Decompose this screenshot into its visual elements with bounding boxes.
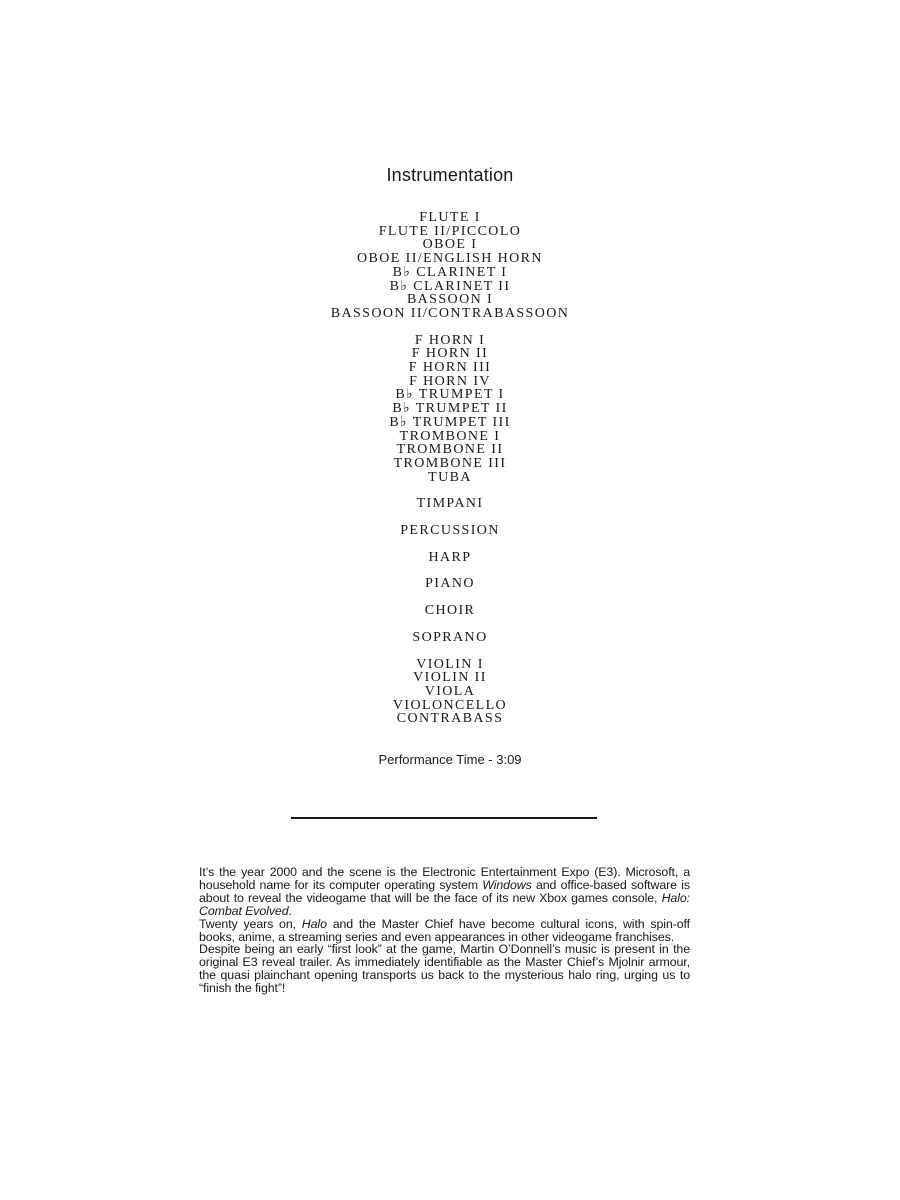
notes-paragraph: Despite being an early “first look” at the game, Martin O’Donnell’s music is present in the original E3 reveal trailer. As immediately identifiable as the Master Chief’s Mjolnir armour, the quasi plainchant opening transports us back to the mysterious halo ring, urging us to “finish the fight”!: [199, 942, 690, 996]
notes-text: and the Master Chief have become cultural icons, with spin-off books, anime, a streaming series and even appearances in other videogame franchises.: [199, 916, 691, 944]
notes-paragraph: [199, 918, 690, 944]
instrument-name: TROMBONE III: [393, 455, 507, 471]
instrument-name: B♭ TRUMPET III: [389, 414, 511, 430]
instrument-name: B♭ TRUMPET I: [395, 387, 505, 403]
instrument-name: F HORN II: [411, 346, 489, 362]
instrument-group: [0, 334, 900, 485]
instrument-group: [0, 604, 900, 618]
instrument-name: PERCUSSION: [400, 523, 500, 539]
instrument-name: VIOLIN I: [416, 656, 484, 672]
instrument-group: [0, 524, 900, 538]
page-title: Instrumentation: [386, 165, 514, 185]
instrument-group: [0, 631, 900, 645]
notes-text: .: [288, 903, 292, 918]
instrument-name: F HORN I: [414, 332, 486, 348]
instrument-name: VIOLONCELLO: [392, 697, 508, 713]
instrument-name: SOPRANO: [412, 629, 488, 645]
instrument-name: CHOIR: [424, 603, 476, 619]
instrument-name: B♭ CLARINET II: [389, 278, 511, 294]
notes-paragraph: [199, 866, 690, 918]
instrument-group: [0, 497, 900, 511]
instrument-name: FLUTE I: [419, 210, 481, 225]
instrument-group: [0, 211, 900, 321]
instrument-name: FLUTE II/PICCOLO: [378, 223, 522, 239]
instrument-group: [0, 551, 900, 565]
instrument-name: VIOLA: [424, 683, 476, 699]
performance-time: Performance Time - 3:09: [378, 752, 522, 767]
program-notes: [199, 866, 690, 995]
instrument-name: B♭ TRUMPET II: [392, 401, 508, 417]
instrument-name: TUBA: [428, 469, 472, 485]
instrument-name: BASSOON I: [406, 292, 494, 308]
instrument-name: TROMBONE I: [399, 428, 501, 444]
notes-italic-text: Halo: Combat Evolved: [199, 890, 690, 918]
instrument-name: HARP: [428, 549, 472, 565]
instrument-name: F HORN III: [408, 360, 492, 376]
instrument-name: CONTRABASS: [396, 711, 504, 727]
notes-italic-text: Windows: [482, 877, 532, 892]
instrument-name: TROMBONE II: [396, 442, 504, 458]
divider-line: [291, 817, 597, 819]
notes-text: and office-based software is about to reveal the videogame that will be the face of its new Xbox games console,: [199, 877, 690, 905]
instrument-group: [0, 577, 900, 591]
instrument-list: [0, 211, 900, 739]
notes-italic-text: Halo: [301, 916, 327, 931]
instrument-name: OBOE II/ENGLISH HORN: [357, 251, 543, 267]
instrument-name: PIANO: [425, 576, 475, 592]
instrument-group: [0, 658, 900, 727]
instrument-name: OBOE I: [422, 237, 478, 253]
instrument-name: B♭ CLARINET I: [392, 264, 508, 280]
instrument-name: F HORN IV: [409, 373, 491, 389]
notes-text: Twenty years on,: [199, 916, 302, 931]
instrument-name: TIMPANI: [416, 496, 484, 512]
instrument-name: VIOLIN II: [413, 670, 487, 686]
instrument-name: BASSOON II/CONTRABASSOON: [330, 305, 570, 321]
notes-text: It’s the year 2000 and the scene is the Electronic Entertainment Expo (E3). Microsoft, a household name for its computer operating system: [199, 865, 690, 892]
